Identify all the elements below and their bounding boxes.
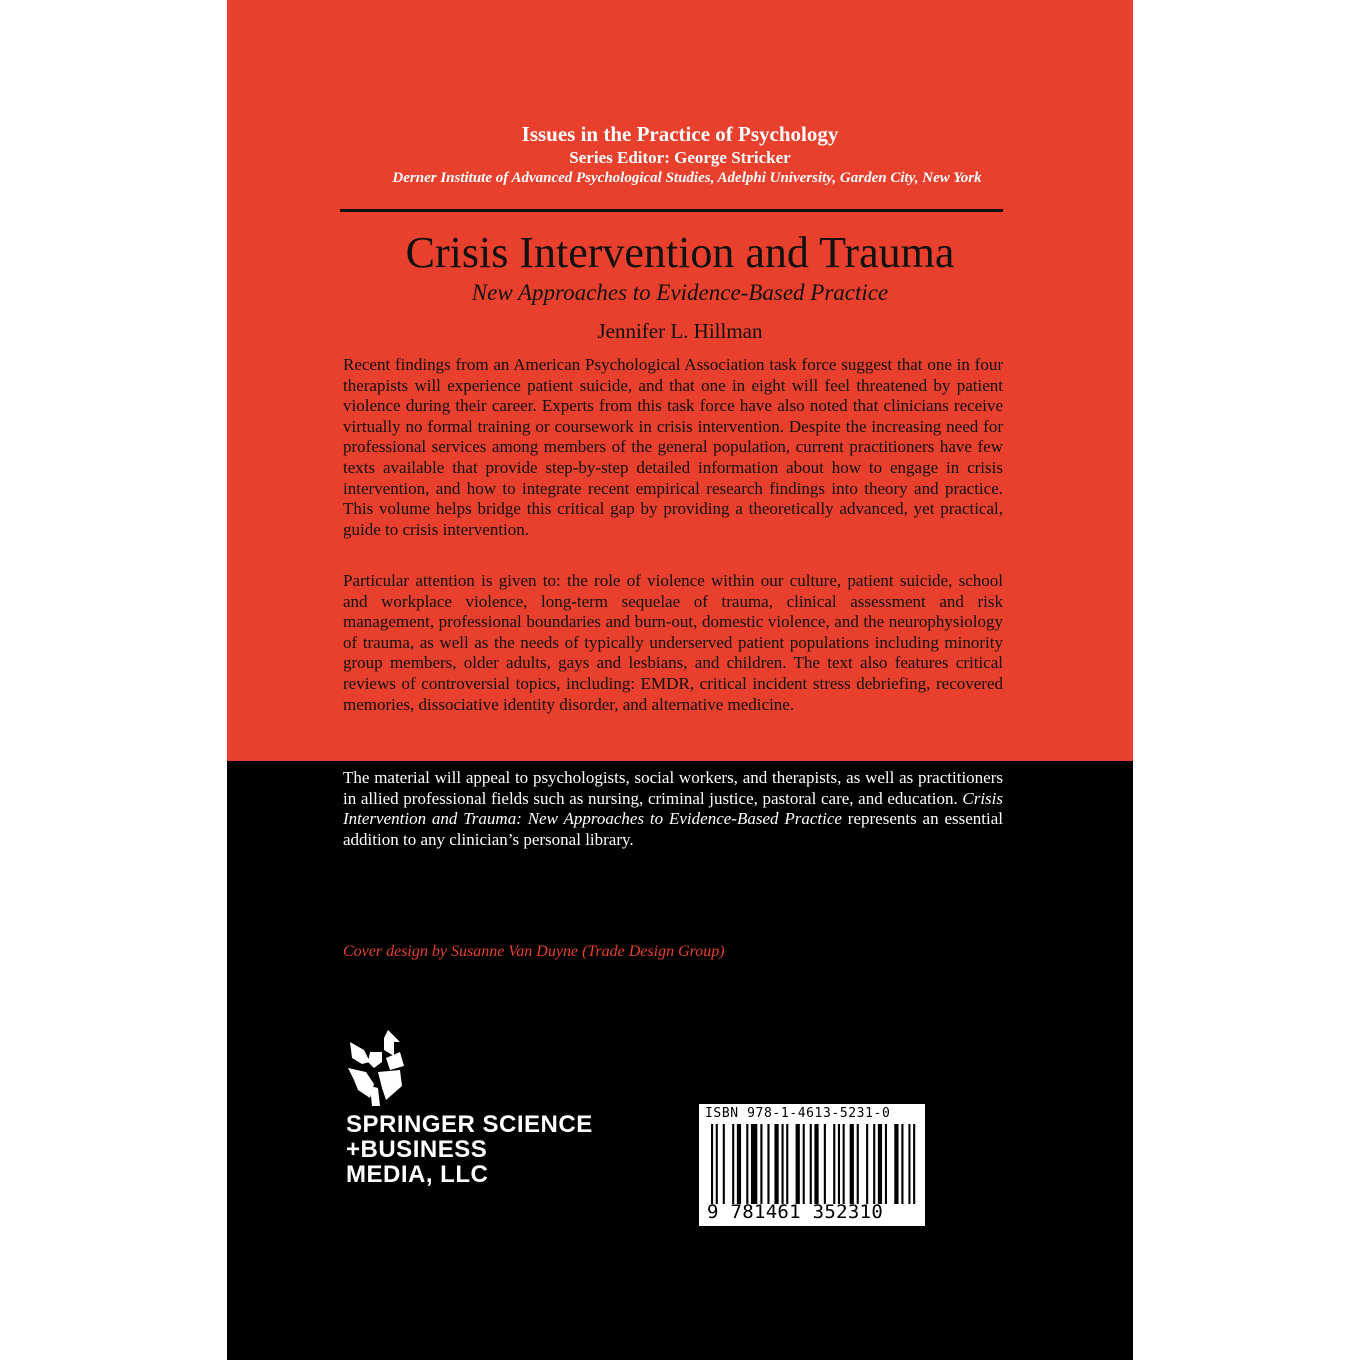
book-subtitle: New Approaches to Evidence-Based Practice: [471, 280, 889, 305]
book-back-cover: [227, 0, 1133, 1360]
book-title: Crisis Intervention and Trauma: [405, 228, 955, 277]
series-affiliation: Derner Institute of Advanced Psychological Studies, Adelphi University, Garden City, New York: [392, 170, 982, 186]
publisher-line-2: +BUSINESS: [346, 1136, 488, 1163]
author-name: Jennifer L. Hillman: [597, 319, 763, 343]
red-band: [227, 0, 1133, 761]
description-paragraph-1: Recent findings from an American Psychological Association task force suggest that one in four therapists will experience patient suicide, and that one in eight will feel threatened by patient violence during their career. Experts from this task force have also noted that clinicians receive virtually no formal training or coursework in crisis intervention. Despite the increasing need for professional services among members of the general population, current practitioners have few texts available that provide step-by-step detailed information about how to engage in crisis intervention, and how to integrate recent empirical research findings into theory and practice. This volume helps bridge this critical gap by providing a theoretically advanced, yet practical, guide to crisis intervention.: [343, 355, 1003, 539]
series-editor: Series Editor: George Stricker: [569, 148, 791, 167]
publisher-line-3: MEDIA, LLC: [346, 1161, 489, 1188]
springer-chess-knight-icon: [344, 1028, 408, 1108]
barcode-bars: [709, 1124, 917, 1204]
publisher-name: [346, 1112, 593, 1187]
isbn-barcode: [699, 1104, 925, 1226]
series-title: Issues in the Practice of Psychology: [521, 122, 839, 146]
paragraph-3-start: The material will appeal to psychologists, social workers, and therapists, as well as practitioners in allied professional fields such as nursing, criminal justice, pastoral care, and education.: [343, 768, 1003, 808]
divider-rule: [340, 209, 1003, 212]
isbn-label: ISBN 978-1-4613-5231-0: [705, 1106, 891, 1121]
paragraph-3-end: represents an essential addition to any clinician’s personal library.: [343, 809, 1003, 849]
description-paragraph-3: [343, 768, 1003, 850]
description-paragraph-2: Particular attention is given to: the role of violence within our culture, patient suicide, school and workplace violence, long-term sequelae of trauma, clinical assessment and risk management, professional boundaries and burn-out, domestic violence, and the neurophysiology of trauma, as well as the needs of typically underserved patient populations including minority group members, older adults, gays and lesbians, and children. The text also features critical reviews of controversial topics, including: EMDR, critical incident stress debriefing, recovered memories, dissociative identity disorder, and alternative medicine.: [343, 571, 1003, 714]
paragraph-3-book-title: Crisis Intervention and Trauma: New Approaches to Evidence-Based Practice: [343, 788, 1003, 829]
publisher-line-1: SPRINGER SCIENCE: [346, 1111, 593, 1138]
cover-design-credit: Cover design by Susanne Van Duyne (Trade Design Group): [343, 943, 725, 960]
series-header: [227, 120, 1133, 188]
isbn-number: 9 781461 352310: [707, 1201, 884, 1223]
